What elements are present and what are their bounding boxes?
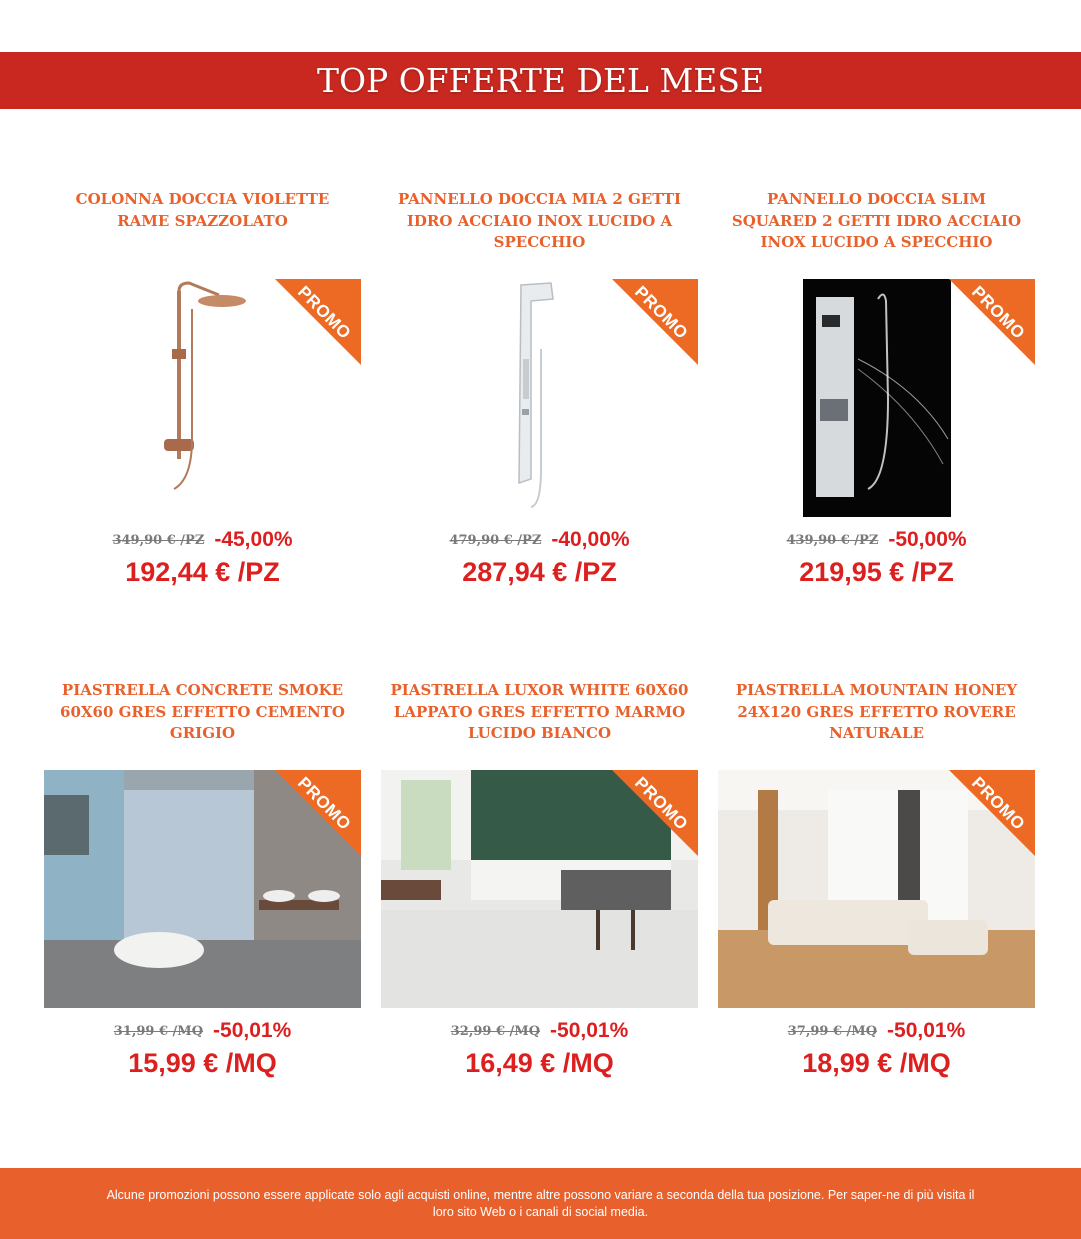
product-title[interactable]: PIASTRELLA MOUNTAIN HONEY 24X120 GRES EFFETTO ROVERE NATURALE: [735, 681, 1018, 742]
promo-badge: PROMO: [949, 279, 1035, 365]
product-title[interactable]: COLONNA DOCCIA VIOLETTE RAME SPAZZOLATO: [75, 190, 330, 230]
product-title[interactable]: PIASTRELLA LUXOR WHITE 60X60 LAPPATO GRES EFFETTO MARMO LUCIDO BIANCO: [390, 681, 689, 742]
product-title[interactable]: PANNELLO DOCCIA SLIM SQUARED 2 GETTI IDRO ACCIAIO INOX LUCIDO A SPECCHIO: [731, 190, 1022, 251]
page-title: TOP OFFERTE DEL MESE: [316, 61, 765, 100]
price-block: [44, 1016, 361, 1080]
sale-price: 287,94 € /PZ: [462, 557, 617, 587]
discount-badge: -45,00%: [214, 528, 293, 551]
price-block: [718, 1016, 1035, 1080]
sale-price: 18,99 € /MQ: [802, 1048, 951, 1078]
product-image[interactable]: [718, 279, 1035, 517]
promo-badge: PROMO: [612, 279, 698, 365]
sale-price: 15,99 € /MQ: [128, 1048, 277, 1078]
discount-badge: -50,00%: [888, 528, 967, 551]
product-card[interactable]: [718, 680, 1035, 1080]
offers-banner: [0, 52, 1081, 109]
sale-price: 219,95 € /PZ: [799, 557, 954, 587]
product-image[interactable]: [381, 770, 698, 1008]
promo-badge: PROMO: [275, 770, 361, 856]
old-price: 479,90 € /PZ: [449, 532, 542, 548]
old-price: 32,99 € /MQ: [450, 1023, 541, 1039]
product-card[interactable]: [44, 189, 361, 589]
disclaimer-text: Alcune promozioni possono essere applicate solo agli acquisti online, mentre altre possono variare a seconda della tua posizione. Per saper-ne di più visita il loro sito Web o i canali di social media.: [106, 1188, 975, 1219]
old-price: 37,99 € /MQ: [787, 1023, 878, 1039]
product-card[interactable]: [381, 189, 698, 589]
old-price: 31,99 € /MQ: [113, 1023, 204, 1039]
discount-badge: -50,01%: [550, 1019, 629, 1042]
price-block: [718, 525, 1035, 589]
discount-badge: -40,00%: [551, 528, 630, 551]
old-price: 349,90 € /PZ: [112, 532, 205, 548]
product-title[interactable]: PIASTRELLA CONCRETE SMOKE 60X60 GRES EFFETTO CEMENTO GRIGIO: [60, 681, 345, 742]
price-block: [44, 525, 361, 589]
product-image[interactable]: [44, 279, 361, 517]
sale-price: 192,44 € /PZ: [125, 557, 280, 587]
price-block: [381, 525, 698, 589]
discount-badge: -50,01%: [213, 1019, 292, 1042]
product-image[interactable]: [381, 279, 698, 517]
product-card[interactable]: [718, 189, 1035, 589]
disclaimer-footer: [0, 1168, 1081, 1239]
sale-price: 16,49 € /MQ: [465, 1048, 614, 1078]
promo-badge: PROMO: [275, 279, 361, 365]
product-image[interactable]: [44, 770, 361, 1008]
old-price: 439,90 € /PZ: [786, 532, 879, 548]
product-title[interactable]: PANNELLO DOCCIA MIA 2 GETTI IDRO ACCIAIO INOX LUCIDO A SPECCHIO: [397, 190, 682, 251]
discount-badge: -50,01%: [887, 1019, 966, 1042]
promo-badge: PROMO: [612, 770, 698, 856]
promo-badge: PROMO: [949, 770, 1035, 856]
product-card[interactable]: [44, 680, 361, 1080]
product-image[interactable]: [718, 770, 1035, 1008]
price-block: [381, 1016, 698, 1080]
product-card[interactable]: [381, 680, 698, 1080]
